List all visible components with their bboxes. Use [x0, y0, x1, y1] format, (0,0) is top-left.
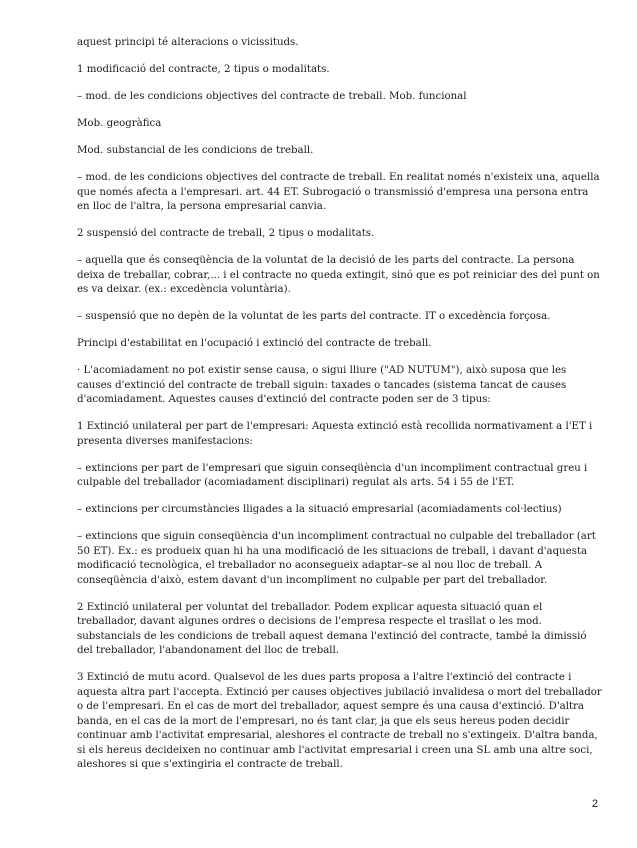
document-page	[77, 36, 603, 785]
paragraph: aquest principi té alteracions o vicissituds.	[77, 37, 299, 48]
paragraph: – mod. de les condicions objectives del contracte de treball. En realitat només n'existeix una, aquella que només afecta a l'empresari. art. 44 ET. Subrogació o transmissió d'empresa una persona entra en lloc de l'altra, la persona empresarial canvia.	[77, 172, 600, 212]
paragraph: – extincions per part de l'empresari que siguin conseqüència d'un incompliment contractual greu i culpable del treballador (acomiadament disciplinari) regulat als arts. 54 i 55 de l'ET.	[77, 462, 588, 488]
paragraph: – mod. de les condicions objectives del contracte de treball. Mob. funcional	[77, 91, 467, 102]
paragraph: – suspensió que no depèn de la voluntat de les parts del contracte. IT o excedència forçosa.	[77, 311, 551, 322]
paragraph: – aquella que és conseqüència de la voluntat de la decisió de les parts del contracte. La persona deixa de treballar, cobrar,... i el contracte no queda extingit, sinó que es pot reiniciar des del punt on es va deixar. (ex.: excedència voluntària).	[77, 255, 600, 295]
paragraph: 1 Extinció unilateral per part de l'empresari: Aquesta extinció està recollida normativament a l'ET i presenta diverses manifestacions:	[77, 421, 593, 447]
paragraph: 2 Extinció unilateral per voluntat del treballador. Podem explicar aquesta situació quan el treballador, davant algunes ordres o decisions de l'empresa respecte el trasllat o les mod. substancials de les condicions de treball aquest demana l'extinció del contracte, també la dimissió del treballador, l'abandonament del lloc de treball.	[77, 601, 587, 656]
paragraph: – extincions per circumstàncies lligades a la situació empresarial (acomiadaments col·lectius)	[77, 504, 562, 515]
paragraph: 1 modificació del contracte, 2 tipus o modalitats.	[77, 64, 330, 75]
page-number: 2	[591, 798, 598, 810]
paragraph: Mob. geogràfica	[77, 118, 162, 129]
paragraph: 3 Extinció de mutu acord. Qualsevol de les dues parts proposa a l'altre l'extinció del contracte i aquesta altra part l'accepta. Extinció per causes objectives jubilació invalidesa o mort del treballador o de l'empresari. En el cas de mort del treballador, aquest sempre és una causa d'extinció. D'altra banda, en el cas de la mort de l'empresari, no és tant clar, ja que els seus hereus poden decidir continuar amb l'activitat empresarial, aleshores el contracte de treball no s'extingeix. D'altra banda, si els hereus decideixen no continuar amb l'activitat empresarial i creen una SL amb una altre soci, aleshores si que s'extingiria el contracte de treball.	[77, 672, 602, 770]
paragraph: – extincions que siguin conseqüència d'un incompliment contractual no culpable del treballador (art 50 ET). Ex.: es produeix quan hi ha una modificació de les situacions de treball, i davant d'aquesta modificació tecnològica, el treballador no aconsegueix adaptar–se al nou lloc de treball. A conseqüència d'això, estem davant d'un incompliment no culpable per part del treballador.	[77, 531, 596, 586]
paragraph: Principi d'estabilitat en l'ocupació i extinció del contracte de treball.	[77, 338, 432, 349]
paragraph: Mod. substancial de les condicions de treball.	[77, 145, 314, 156]
paragraph: · L'acomiadament no pot existir sense causa, o sigui lliure ("AD NUTUM"), això suposa que les causes d'extinció del contracte de treball siguin: taxades o tancades (sistema tancat de causes d'acomiadament. Aquestes causes d'extinció del contracte poden ser de 3 tipus:	[77, 365, 567, 405]
paragraph: 2 suspensió del contracte de treball, 2 tipus o modalitats.	[77, 228, 375, 239]
